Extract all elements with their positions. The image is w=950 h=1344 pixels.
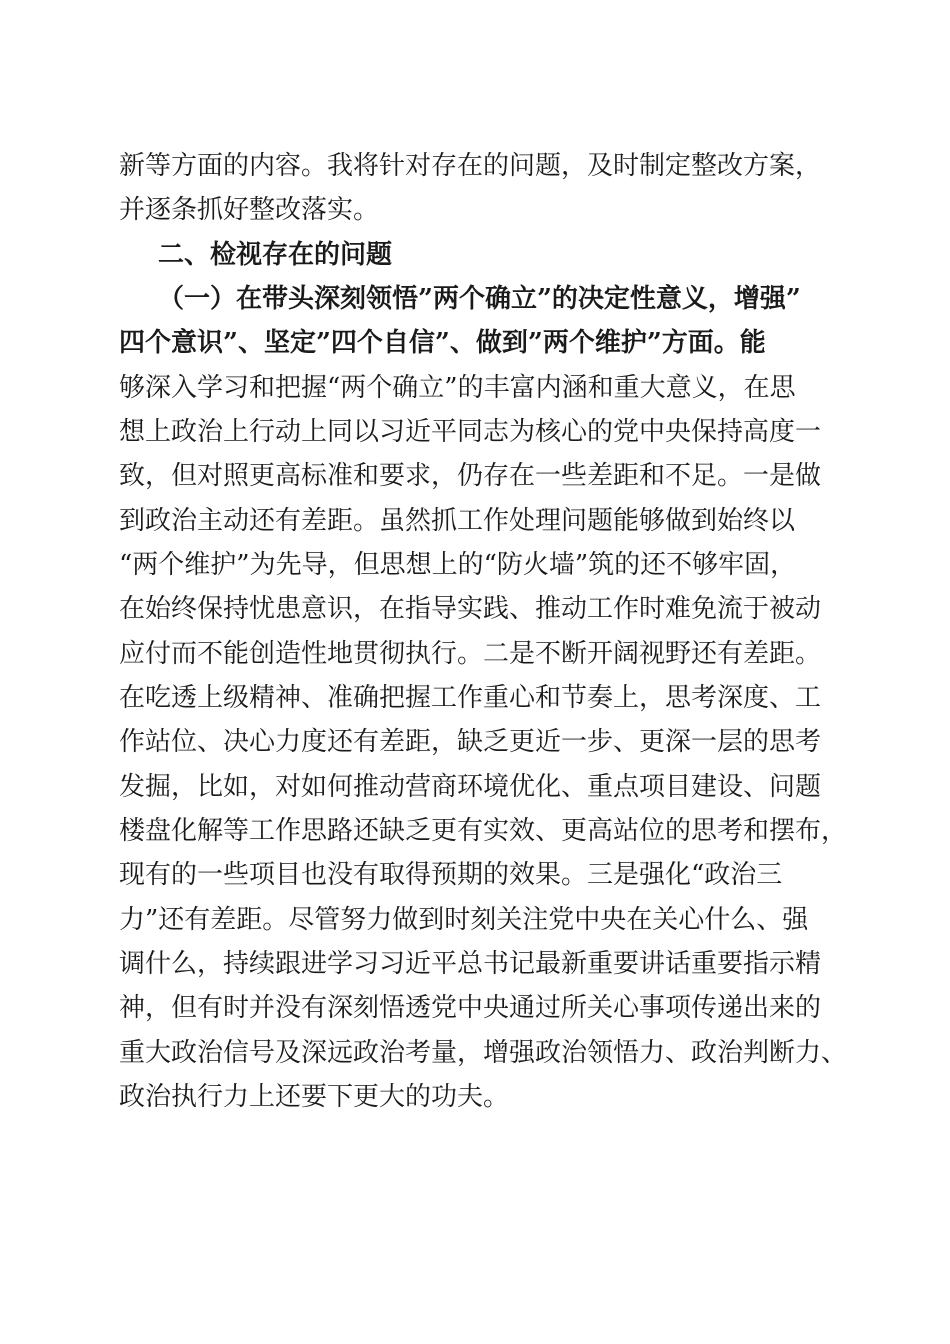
text-line: 在始终保持忧患意识，在指导实践、推动工作时难免流于被动	[119, 594, 822, 624]
text-line: 发掘，比如，对如何推动营商环境优化、重点项目建设、问题	[119, 772, 822, 802]
text-line: 调什么，持续跟进学习习近平总书记最新重要讲话重要指示精	[119, 949, 822, 979]
text-line: 应付而不能创造性地贯彻执行。二是不断开阔视野还有差距。	[119, 639, 822, 669]
text-line: 作站位、决心力度还有差距，缺乏更近一步、更深一层的思考	[119, 727, 822, 757]
text-line: 够深入学习和把握“两个确立”的丰富内涵和重大意义，在思	[119, 373, 796, 403]
text-line: 重大政治信号及深远政治考量，增强政治领悟力、政治判断力、	[119, 1038, 848, 1068]
text-line: 致，但对照更高标准和要求，仍存在一些差距和不足。一是做	[119, 461, 822, 491]
subsection-heading: （一）在带头深刻领悟”两个确立”的决定性意义，增强”	[158, 284, 801, 314]
text-line: 并逐条抓好整改落实。	[119, 195, 380, 225]
text-line: 现有的一些项目也没有取得预期的效果。三是强化“政治三	[119, 860, 783, 890]
text-line: 神，但有时并没有深刻悟透党中央通过所关心事项传递出来的	[119, 993, 822, 1023]
text-line: 在吃透上级精神、准确把握工作重心和节奏上，思考深度、工	[119, 683, 822, 713]
text-line: 想上政治上行动上同以习近平同志为核心的党中央保持高度一	[119, 417, 822, 447]
text-line: 到政治主动还有差距。虽然抓工作处理问题能够做到始终以	[119, 506, 796, 536]
subsection-heading-continued: 四个意识”、坚定”四个自信”、做到”两个维护”方面。能	[119, 328, 766, 358]
text-line: 政治执行力上还要下更大的功夫。	[119, 1082, 510, 1112]
text-line: 力”还有差距。尽管努力做到时刻关注党中央在关心什么、强	[119, 905, 809, 935]
section-heading: 二、检视存在的问题	[158, 240, 393, 270]
text-line: “两个维护”为先导，但思想上的“防火墙”筑的还不够牢固，	[119, 550, 797, 580]
text-line: 楼盘化解等工作思路还缺乏更有实效、更高站位的思考和摆布，	[119, 816, 848, 846]
text-line: 新等方面的内容。我将针对存在的问题，及时制定整改方案，	[119, 151, 822, 181]
